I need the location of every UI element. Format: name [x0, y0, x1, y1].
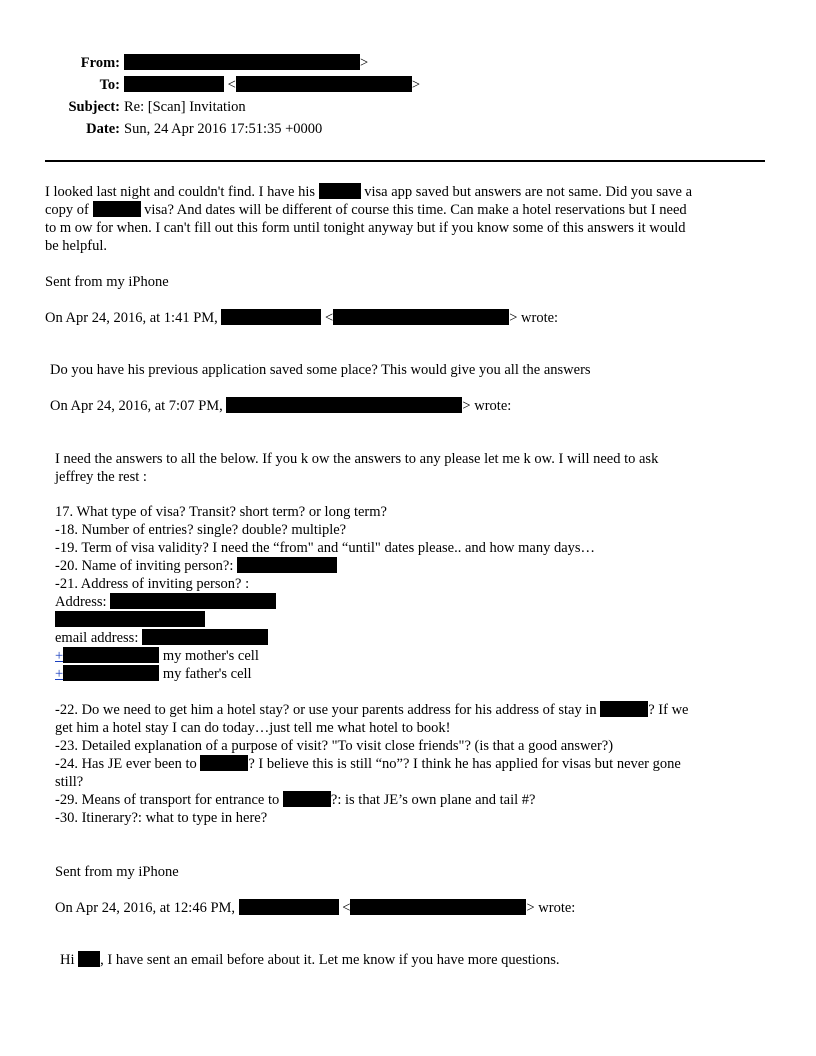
redacted-block — [350, 899, 526, 915]
q22-line1 — [55, 701, 689, 719]
redacted-block — [226, 397, 462, 413]
text: wrote: — [521, 310, 559, 326]
mother-cell-line — [55, 647, 259, 665]
q20 — [55, 557, 337, 575]
date-row — [0, 120, 322, 138]
angle-open: < — [227, 77, 236, 93]
text: -20. Name of inviting person?: — [55, 558, 234, 574]
redacted-block — [63, 665, 159, 681]
p1-line3: to m ow for when. I can't fill out this form until tonight anyway but if you know some of this answers it would — [45, 220, 686, 236]
from-label: From: — [80, 55, 120, 71]
redacted-block — [124, 76, 224, 92]
p2-line2: jeffrey the rest : — [55, 469, 147, 485]
text: -24. Has JE ever been to — [55, 756, 197, 772]
date-value: Sun, 24 Apr 2016 17:51:35 +0000 — [124, 121, 323, 137]
angle-open: < — [325, 310, 334, 326]
p1-line2 — [45, 201, 687, 219]
angle-close: > — [411, 77, 420, 93]
angle-close: > — [526, 900, 535, 916]
angle-open: < — [342, 900, 351, 916]
redacted-block — [333, 309, 509, 325]
text: On Apr 24, 2016, at 12:46 PM, — [55, 900, 236, 916]
text: On Apr 24, 2016, at 7:07 PM, — [50, 398, 223, 414]
q18: -18. Number of entries? single? double? multiple? — [55, 522, 347, 538]
angle-close: > — [360, 55, 369, 71]
q21: -21. Address of inviting person? : — [55, 576, 250, 592]
quote-header-2 — [50, 397, 511, 415]
subject-label: Subject: — [68, 99, 120, 115]
quote-header-3 — [55, 899, 575, 917]
redacted-block — [124, 54, 360, 70]
text: -29. Means of transport for entrance to — [55, 792, 280, 808]
signature-sent-from-2: Sent from my iPhone — [55, 864, 179, 880]
redacted-block — [55, 611, 205, 627]
text: visa? And dates will be different of course this time. Can make a hotel reservations but I need — [144, 202, 687, 218]
text: copy of — [45, 202, 89, 218]
redacted-block — [283, 791, 331, 807]
p2-line1: I need the answers to all the below. If you k ow the answers to any please let me k ow. I will need to ask — [55, 451, 659, 467]
subject-row — [0, 98, 246, 116]
redacted-block — [78, 951, 100, 967]
text: ? I believe this is still “no”? I think he has applied for visas but never gone — [248, 756, 681, 772]
header-divider — [45, 160, 765, 162]
angle-close: > — [462, 398, 471, 414]
text: ? If we — [648, 702, 689, 718]
redacted-block — [319, 183, 361, 199]
phone-link[interactable]: + — [55, 648, 64, 664]
q24-line2: still? — [55, 774, 84, 790]
email-line — [55, 629, 268, 647]
angle-close: > — [509, 310, 518, 326]
phone-link[interactable]: + — [55, 666, 64, 682]
q19: -19. Term of visa validity? I need the “from" and “until" dates please.. and how many days… — [55, 540, 596, 556]
q23: -23. Detailed explanation of a purpose of visit? "To visit close friends"? (is that a good answer?) — [55, 738, 614, 754]
address-line-2 — [55, 611, 205, 629]
q30: -30. Itinerary?: what to type in here? — [55, 810, 268, 826]
redacted-block — [239, 899, 339, 915]
redacted-block — [237, 557, 337, 573]
text: On Apr 24, 2016, at 1:41 PM, — [45, 310, 218, 326]
text: I looked last night and couldn't find. I have his — [45, 184, 316, 200]
q17: 17. What type of visa? Transit? short term? or long term? — [55, 504, 387, 520]
subject-value: Re: [Scan] Invitation — [124, 99, 246, 115]
text: Hi — [60, 952, 75, 968]
signature-sent-from: Sent from my iPhone — [45, 274, 169, 290]
q24-line1 — [55, 755, 681, 773]
email-label: email address: — [55, 630, 139, 646]
to-label: To: — [99, 77, 120, 93]
text: wrote: — [538, 900, 576, 916]
quote-1-text: Do you have his previous application saved some place? This would give you all the answers — [50, 362, 591, 378]
redacted-block — [221, 309, 321, 325]
redacted-block — [236, 76, 412, 92]
text: my father's cell — [162, 666, 252, 682]
q29 — [55, 791, 535, 809]
redacted-block — [600, 701, 648, 717]
text: my mother's cell — [162, 648, 259, 664]
text: ?: is that JE’s own plane and tail #? — [330, 792, 536, 808]
address-line — [55, 593, 276, 611]
redacted-block — [63, 647, 159, 663]
final-message — [60, 951, 560, 969]
redacted-block — [200, 755, 248, 771]
to-row — [0, 76, 420, 94]
q22-line2: get him a hotel stay I can do today…just tell me what hotel to book! — [55, 720, 451, 736]
address-label: Address: — [55, 594, 107, 610]
p1-line1 — [45, 183, 692, 201]
date-label: Date: — [86, 121, 120, 137]
from-row — [0, 54, 368, 72]
text: wrote: — [474, 398, 512, 414]
father-cell-line — [55, 665, 252, 683]
p1-line4: be helpful. — [45, 238, 108, 254]
text: visa app saved but answers are not same. Did you save a — [364, 184, 693, 200]
redacted-block — [110, 593, 276, 609]
redacted-block — [142, 629, 268, 645]
text: -22. Do we need to get him a hotel stay? or use your parents address for his address of stay in — [55, 702, 597, 718]
text: , I have sent an email before about it. Let me know if you have more questions. — [100, 952, 560, 968]
redacted-block — [93, 201, 141, 217]
quote-header-1 — [45, 309, 558, 327]
